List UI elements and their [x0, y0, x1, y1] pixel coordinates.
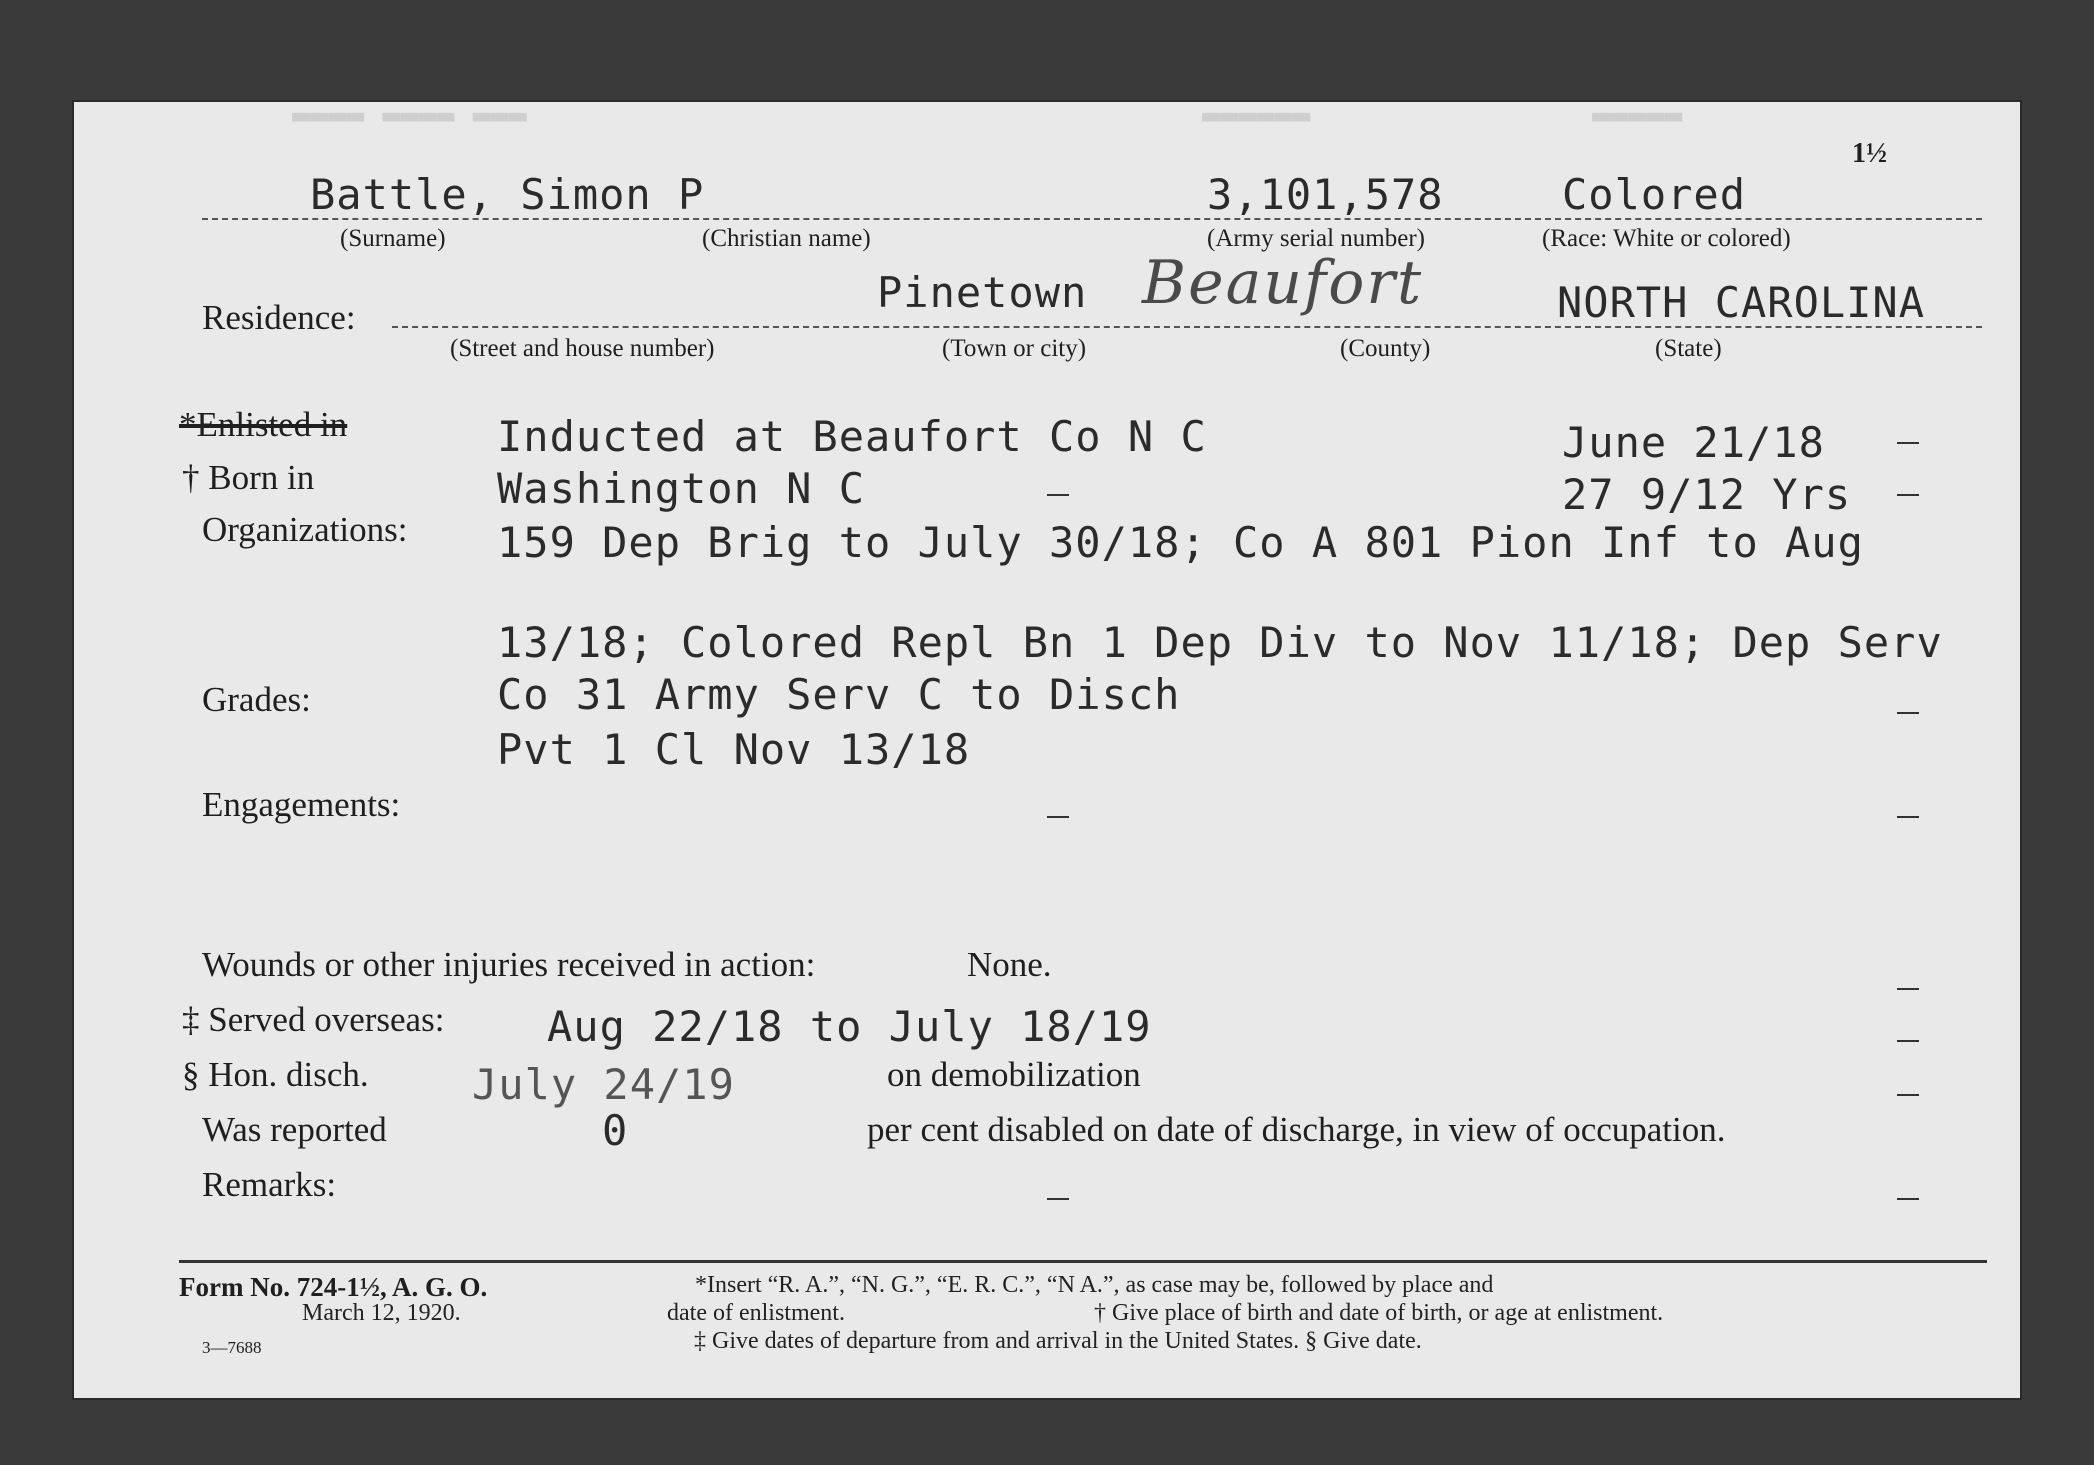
race-caption: (Race: White or colored)	[1542, 225, 1791, 252]
serial-number-value: 3,101,578	[1207, 170, 1444, 219]
footnote-insert: *Insert “R. A.”, “N. G.”, “E. R. C.”, “N A.”, as case may be, followed by place and	[695, 1272, 1494, 1298]
wounds-value: None.	[967, 945, 1052, 984]
form-date: March 12, 1920.	[302, 1300, 461, 1326]
dash-mark	[1897, 1198, 1919, 1200]
born-label: † Born in	[182, 458, 315, 497]
serial-caption: (Army serial number)	[1207, 225, 1425, 252]
grades-value: Pvt 1 Cl Nov 13/18	[497, 725, 971, 774]
residence-label: Residence:	[202, 298, 356, 337]
state-value: NORTH CAROLINA	[1557, 278, 1926, 327]
street-caption: (Street and house number)	[450, 335, 715, 362]
organizations-label: Organizations:	[202, 510, 408, 549]
disability-percent-value: 0	[602, 1106, 629, 1155]
organizations-line-1: 159 Dep Brig to July 30/18; Co A 801 Pion Inf to Aug	[497, 518, 1864, 567]
dash-mark	[1897, 988, 1919, 990]
form-number: Form No. 724-1½, A. G. O.	[179, 1272, 488, 1302]
state-caption: (State)	[1655, 335, 1722, 362]
engagements-label: Engagements:	[202, 785, 401, 824]
footnote-birth: † Give place of birth and date of birth, or age at enlistment.	[1094, 1300, 1664, 1326]
age-value: 27 9/12 Yrs	[1562, 470, 1852, 519]
dash-mark	[1897, 494, 1919, 496]
inducted-date-value: June 21/18	[1562, 418, 1825, 467]
town-value: Pinetown	[877, 268, 1088, 317]
hon-disch-label: § Hon. disch.	[182, 1055, 369, 1094]
grades-label: Grades:	[202, 680, 311, 719]
organizations-line-3: Co 31 Army Serv C to Disch	[497, 670, 1181, 719]
hon-disch-date-value: July 24/19	[472, 1060, 735, 1109]
wounds-label: Wounds or other injuries received in action:	[202, 945, 816, 984]
enlisted-label: *Enlisted in	[179, 405, 348, 444]
dash-mark	[1897, 442, 1919, 444]
dash-mark	[1897, 1094, 1919, 1096]
service-record-card	[72, 100, 2022, 1400]
dash-mark	[1897, 1040, 1919, 1042]
dash-mark	[1897, 816, 1919, 818]
county-caption: (County)	[1340, 335, 1431, 362]
faded-ghost-text: ▬▬▬▬▬	[1592, 98, 1683, 133]
disabled-text: per cent disabled on date of discharge, in view of occupation.	[867, 1110, 1726, 1149]
birthplace-value: Washington N C	[497, 464, 866, 513]
demobilization-text: on demobilization	[887, 1055, 1141, 1094]
name-line	[202, 218, 1982, 220]
residence-line	[392, 326, 1982, 328]
footnote-overseas: ‡ Give dates of departure from and arrival in the United States. § Give date.	[694, 1328, 1422, 1354]
surname-value: Battle, Simon P	[310, 170, 705, 219]
form-code: 3—7688	[202, 1338, 262, 1357]
race-value: Colored	[1562, 170, 1747, 219]
dash-mark	[1047, 494, 1069, 496]
organizations-line-2: 13/18; Colored Repl Bn 1 Dep Div to Nov 11/18; Dep Serv	[497, 618, 1943, 667]
faded-ghost-text: ▬▬▬▬▬▬	[1202, 98, 1311, 133]
corner-mark: 1½	[1852, 138, 1887, 169]
overseas-value: Aug 22/18 to July 18/19	[547, 1002, 1152, 1051]
faded-ghost-text: ▬▬▬▬ ▬▬▬▬ ▬▬▬	[292, 98, 527, 133]
town-caption: (Town or city)	[942, 335, 1087, 362]
surname-caption: (Surname)	[340, 225, 446, 252]
reported-label: Was reported	[202, 1110, 387, 1149]
county-handwritten: Beaufort	[1142, 248, 1424, 318]
dash-mark	[1047, 816, 1069, 818]
footer-rule	[179, 1260, 1987, 1263]
dash-mark	[1047, 1198, 1069, 1200]
christian-name-caption: (Christian name)	[702, 225, 871, 252]
footnote-enlistment: date of enlistment.	[667, 1300, 845, 1326]
remarks-label: Remarks:	[202, 1165, 337, 1204]
inducted-value: Inducted at Beaufort Co N C	[497, 412, 1207, 461]
overseas-label: ‡ Served overseas:	[182, 1000, 445, 1039]
dash-mark	[1897, 712, 1919, 714]
